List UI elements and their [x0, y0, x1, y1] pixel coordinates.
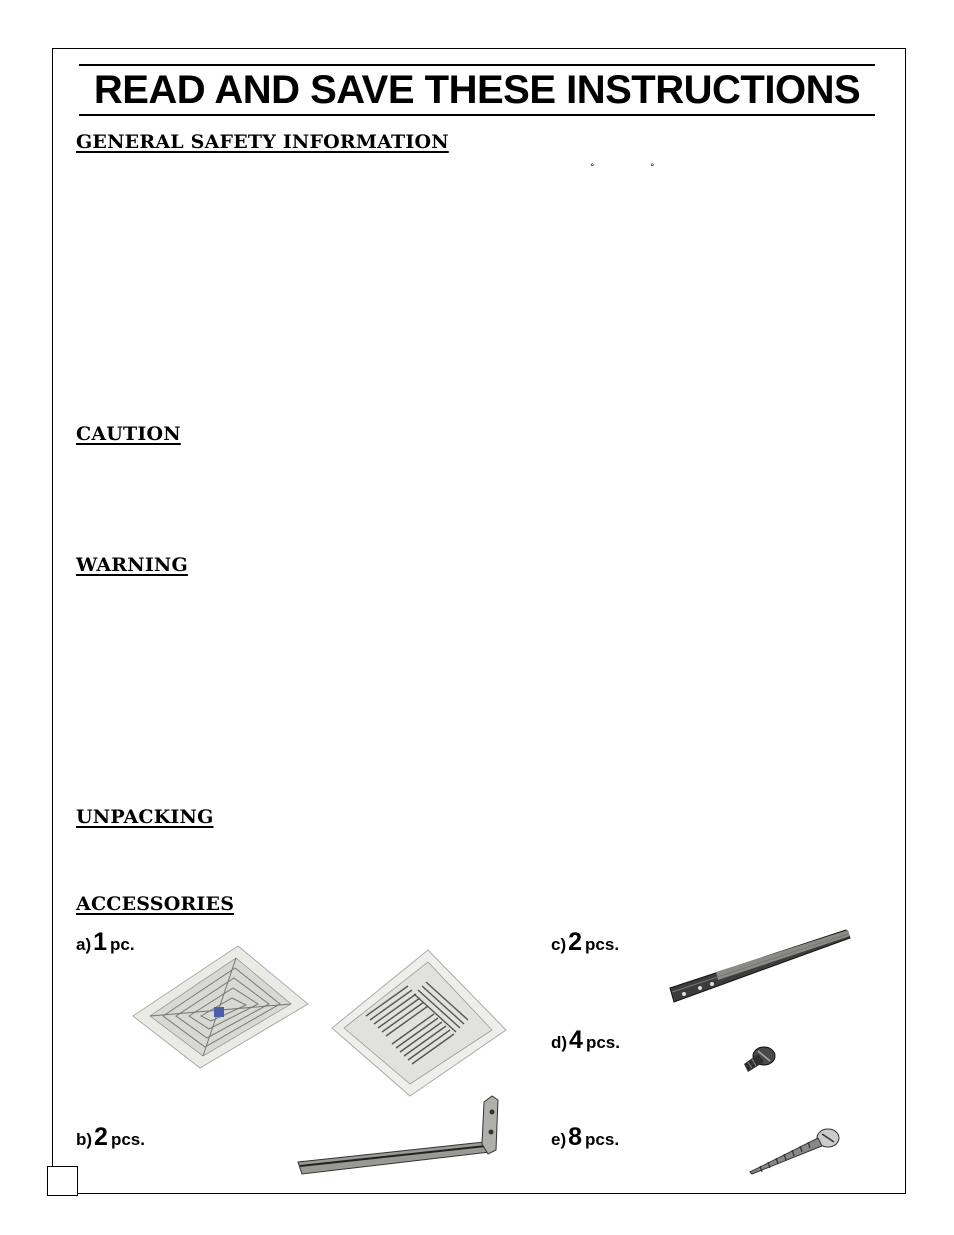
small-screw-icon — [740, 1042, 778, 1074]
hanger-bar-icon — [666, 924, 852, 1012]
degree-mark: ° — [590, 163, 595, 173]
accessory-a-label — [76, 928, 135, 957]
accessory-unit: pcs. — [585, 1130, 620, 1149]
accessory-c-label — [551, 928, 619, 957]
accessory-unit: pcs. — [585, 1033, 620, 1052]
page-number-box — [47, 1166, 78, 1196]
accessory-quantity: 2 — [568, 928, 583, 956]
heading-caution: CAUTION — [76, 423, 181, 445]
heading-general-safety: GENERAL SAFETY INFORMATION — [76, 131, 449, 153]
page-title-bar — [79, 64, 875, 116]
accessory-unit: pcs. — [585, 935, 620, 954]
accessory-quantity: 1 — [93, 928, 108, 956]
heading-warning: WARNING — [76, 554, 188, 576]
degree-mark: ° — [650, 163, 655, 173]
accessory-unit: pcs. — [110, 1130, 145, 1149]
l-bracket-icon — [294, 1092, 506, 1178]
accessory-letter: d) — [551, 1033, 568, 1052]
accessory-quantity: 4 — [569, 1026, 583, 1054]
accessory-unit: pc. — [110, 935, 135, 954]
accessory-quantity: 8 — [568, 1123, 583, 1151]
accessory-letter: a) — [76, 935, 92, 954]
accessory-letter: b) — [76, 1130, 93, 1149]
accessory-b-label — [76, 1123, 145, 1152]
ceiling-fan-grille-icon — [128, 944, 310, 1070]
accessory-letter: c) — [551, 935, 567, 954]
heading-unpacking: UNPACKING — [76, 806, 214, 828]
accessory-quantity: 2 — [94, 1123, 108, 1151]
ceiling-fan-grille-angled-icon — [328, 946, 510, 1098]
long-screw-icon — [748, 1124, 842, 1176]
page-title: READ AND SAVE THESE INSTRUCTIONS — [93, 67, 861, 112]
accessory-letter: e) — [551, 1130, 567, 1149]
heading-accessories: ACCESSORIES — [76, 893, 235, 915]
accessory-d-label — [551, 1026, 620, 1055]
accessory-e-label — [551, 1123, 619, 1152]
